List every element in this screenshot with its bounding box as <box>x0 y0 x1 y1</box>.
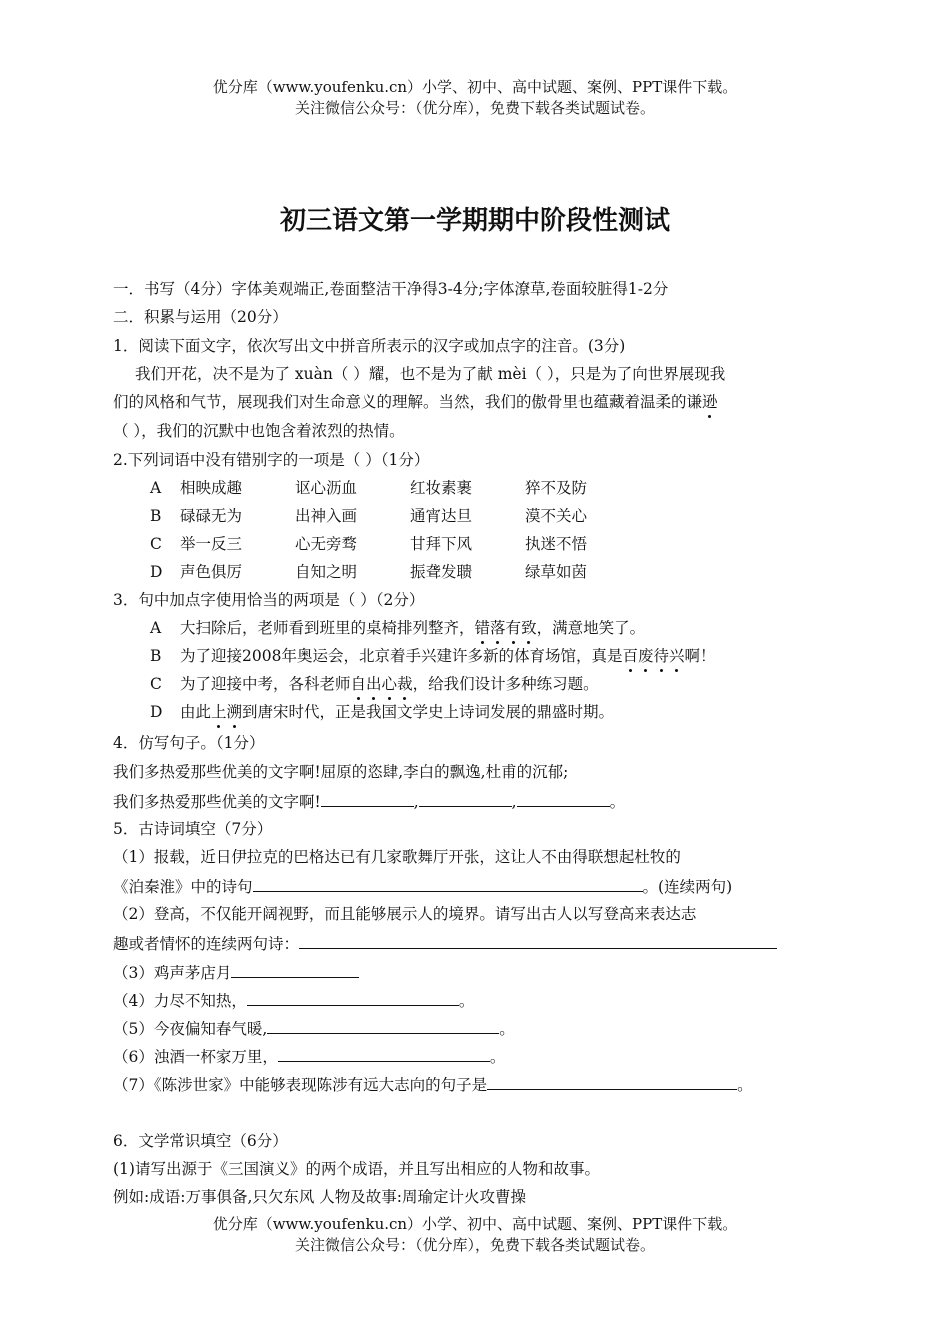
header-line-1: 优分库（www.youfenku.cn）小学、初中、高中试题、案例、PPT课件下载。 <box>212 78 738 96</box>
dotted-char: 溯 <box>226 703 243 721</box>
q5-item-5: （5）今夜偏知春气暖, 。 <box>113 1017 515 1039</box>
q5-item-1-line-2 <box>113 875 732 897</box>
option-word: 碌碌无为 <box>180 507 243 525</box>
q5-blank-2[interactable] <box>299 932 777 949</box>
q5-blank-3[interactable] <box>231 961 359 978</box>
option-word: 声色俱厉 <box>180 563 243 581</box>
q5-blank-5[interactable] <box>267 1017 499 1034</box>
option-letter: C <box>150 675 162 693</box>
q5-item-1-suffix: 。(连续两句) <box>642 878 733 896</box>
dotted-phrase <box>211 703 242 721</box>
q2-stem: 2.下列词语中没有错别字的一项是（ ）（1分） <box>113 451 430 469</box>
dotted-char: 百 <box>622 647 638 665</box>
q5-item-4-prompt: （4）力尽不知热， <box>113 992 247 1010</box>
dotted-phrase <box>622 647 684 665</box>
dotted-char: 致 <box>521 619 537 637</box>
q3-option-a <box>150 618 645 638</box>
q5-item-2-line-1: （2）登高，不仅能开阔视野，而且能够展示人的境界。请写出古人以写登高来表达志 <box>113 905 697 923</box>
q5-item-4: （4）力尽不知热， 。 <box>113 989 474 1011</box>
option-word: 通宵达旦 <box>410 507 473 525</box>
q6-stem: 6．文学常识填空（6分） <box>113 1132 288 1150</box>
option-word: 振聋发聩 <box>410 563 473 581</box>
q5-blank-4[interactable] <box>247 989 459 1006</box>
dotted-char: 有 <box>505 619 522 637</box>
q4-example: 我们多热爱那些优美的文字啊!屈原的恣肆,李白的飘逸,杜甫的沉郁; <box>113 763 569 781</box>
dotted-char: 心 <box>381 675 398 693</box>
q5-blank-6[interactable] <box>278 1045 490 1062</box>
q4-answer-line: 我们多热爱那些优美的文字啊! , , 。 <box>113 790 625 812</box>
q5-blank-7[interactable] <box>487 1073 737 1090</box>
q3-option-d <box>150 702 614 722</box>
option-text: 为了迎接中考，各科老师 <box>180 675 351 693</box>
dotted-char: 废 <box>637 647 654 665</box>
q5-item-2-prompt: 趣或者情怀的连续两句诗： <box>113 935 300 953</box>
option-word: 猝不及防 <box>525 479 588 497</box>
dotted-char: 出 <box>366 675 382 693</box>
option-text: 啊！ <box>684 647 716 665</box>
q1-dotted-char: 逊 <box>702 393 718 411</box>
q1-passage-line-1: 我们开花，决不是为了 xuàn（ ）耀，也不是为了献 mèi（ ），只是为了向世界展现我 <box>135 365 726 383</box>
q5-item-6-prompt: （6）浊酒一杯家万里， <box>113 1048 278 1066</box>
q1-stem: 1．阅读下面文字，依次写出文中拼音所表示的汉字或加点字的注音。(3分) <box>113 337 626 355</box>
option-letter: D <box>150 703 163 721</box>
q4-blank-3[interactable] <box>517 790 610 807</box>
q5-blank-1[interactable] <box>253 875 643 892</box>
option-letter: A <box>150 479 162 497</box>
q5-item-7-suffix: 。 <box>737 1076 753 1094</box>
q6-item-1: (1)请写出源于《三国演义》的两个成语，并且写出相应的人物和故事。 <box>113 1160 600 1178</box>
dotted-char: 落 <box>490 619 506 637</box>
option-word: 相映成趣 <box>180 479 243 497</box>
option-text: 大扫除后，老师看到班里的桌椅排列整齐， <box>180 619 475 637</box>
q3-option-c <box>150 674 599 694</box>
q4-blank-1[interactable] <box>321 790 414 807</box>
dotted-phrase <box>351 675 413 693</box>
option-letter: C <box>150 535 162 553</box>
option-word: 出神入画 <box>295 507 358 525</box>
q5-item-6: （6）浊酒一杯家万里， 。 <box>113 1045 505 1067</box>
option-text: 到唐宋时代，正是我国文学史上诗词发展的鼎盛时期。 <box>242 703 615 721</box>
dotted-char: 兴 <box>669 647 685 665</box>
q1-passage-line-2-text: 们的风格和气节，展现我们对生命意义的理解。当然，我们的傲骨里也蕴藏着温柔的谦 <box>113 393 703 411</box>
q5-item-3-prompt: （3）鸡声茅店月 <box>113 964 232 982</box>
dotted-char: 自 <box>350 675 367 693</box>
option-word: 讴心沥血 <box>295 479 358 497</box>
q1-passage-line-2 <box>113 392 718 412</box>
dotted-phrase <box>475 619 537 637</box>
q5-item-1-line-1: （1）报载，近日伊拉克的巴格达已有几家歌舞厅开张，这让人不由得联想起杜牧的 <box>113 848 681 866</box>
section-1-writing: 一．书写（4分）字体美观端正,卷面整洁干净得3-4分;字体潦草,卷面较脏得1-2分 <box>113 280 669 298</box>
q2-option-c <box>150 534 640 554</box>
q3-stem: 3．句中加点字使用恰当的两项是（ ）（2分） <box>113 591 425 609</box>
dotted-char: 待 <box>653 647 669 665</box>
q4-stem: 4．仿写句子。（1分） <box>113 734 265 752</box>
q2-option-a <box>150 478 640 498</box>
q5-item-3 <box>113 961 359 983</box>
q5-item-1-prompt: 《泊秦淮》中的诗句 <box>113 878 253 896</box>
q5-item-2-line-2 <box>113 932 777 954</box>
section-2-heading: 二．积累与运用（20分） <box>113 308 288 326</box>
q4-prompt: 我们多热爱那些优美的文字啊! <box>113 793 321 811</box>
option-letter: B <box>150 507 162 525</box>
q2-option-b <box>150 506 640 526</box>
option-word: 自知之明 <box>295 563 358 581</box>
option-letter: B <box>150 647 162 665</box>
footer-line-2: 关注微信公众号：（优分库），免费下载各类试题试卷。 <box>294 1236 655 1254</box>
option-word: 漠不关心 <box>525 507 588 525</box>
option-word: 心无旁骛 <box>295 535 358 553</box>
q5-stem: 5．古诗词填空（7分） <box>113 820 273 838</box>
q1-passage-line-3: （ ），我们的沉默中也饱含着浓烈的热情。 <box>113 422 405 440</box>
option-letter: A <box>150 619 162 637</box>
option-word: 执迷不悟 <box>525 535 588 553</box>
option-word: 绿草如茵 <box>525 563 588 581</box>
option-letter: D <box>150 563 163 581</box>
dotted-char: 裁 <box>397 675 413 693</box>
q5-item-7-prompt: （7）《陈涉世家》中能够表现陈涉有远大志向的句子是 <box>113 1076 488 1094</box>
option-word: 甘拜下风 <box>410 535 473 553</box>
dotted-char: 上 <box>211 703 227 721</box>
option-text: ，给我们设计多种练习题。 <box>412 675 599 693</box>
option-text: 由此 <box>180 703 212 721</box>
option-word: 红妆素裹 <box>410 479 473 497</box>
q5-item-7 <box>113 1073 753 1095</box>
q5-item-5-prompt: （5）今夜偏知春气暖, <box>113 1020 268 1038</box>
page-title: 初三语文第一学期期中阶段性测试 <box>279 206 670 236</box>
option-word: 举一反三 <box>180 535 243 553</box>
option-text: 为了迎接2008年奥运会，北京着手兴建许多新的体育场馆，真是 <box>180 647 623 665</box>
q6-example: 例如:成语:万事俱备,只欠东风 人物及故事:周瑜定计火攻曹操 <box>113 1188 527 1206</box>
footer-line-1: 优分库（www.youfenku.cn）小学、初中、高中试题、案例、PPT课件下载。 <box>212 1215 738 1233</box>
q4-blank-2[interactable] <box>419 790 512 807</box>
option-text: ，满意地笑了。 <box>536 619 646 637</box>
header-line-2: 关注微信公众号：（优分库），免费下载各类试题试卷。 <box>294 99 655 117</box>
q2-option-d <box>150 562 640 582</box>
q3-option-b <box>150 646 716 666</box>
dotted-char: 错 <box>474 619 491 637</box>
